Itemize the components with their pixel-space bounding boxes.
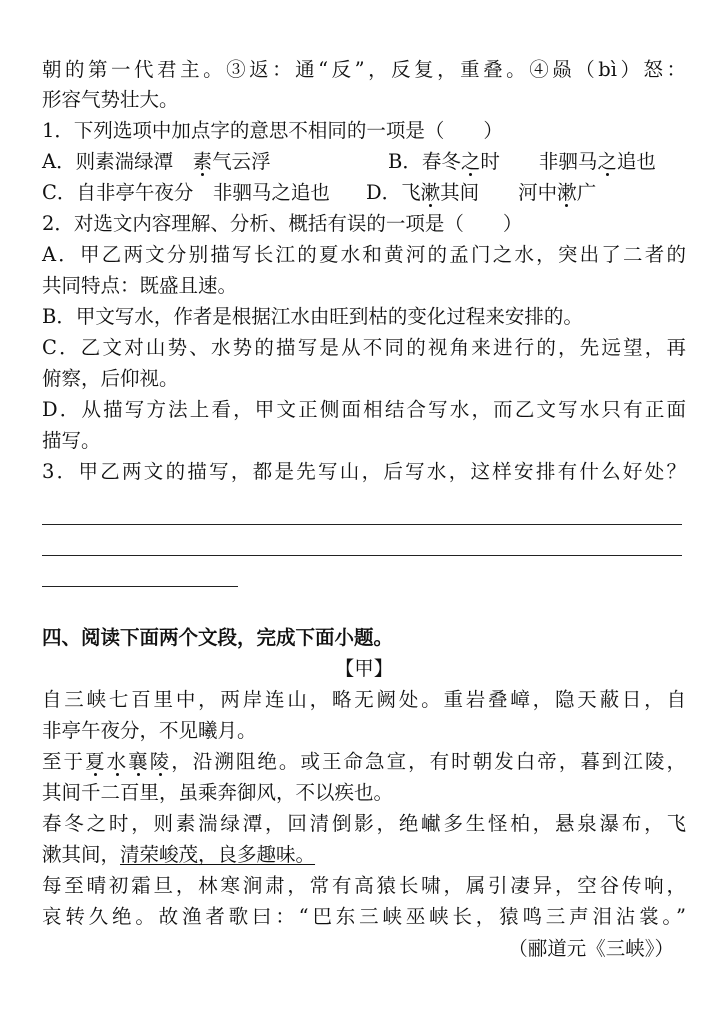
- answer-line-1: [42, 524, 682, 525]
- answer-line-3: [42, 586, 238, 587]
- passage-para-1-line-1: 自三峡七百里中，两岸连山，略无阙处。重岩叠嶂，隐天蔽日，自: [42, 688, 686, 711]
- passage-para-4-line-2: 哀转久绝。故渔者歌曰：“巴东三峡巫峡长，猿鸣三声泪沾裳。”: [42, 905, 686, 928]
- emphasis-char: 襄: [128, 750, 150, 773]
- underlined-phrase: 清荣峻茂，良多趣味。: [120, 843, 316, 866]
- emphasis-char: 素: [192, 150, 213, 173]
- q2-option-d-line-1: D．从描写方法上看，甲文正侧面相结合写水，而乙文写水只有正面: [42, 398, 686, 421]
- notes-line-2: 形容气势壮大。: [42, 88, 179, 111]
- q2-option-c-line-2: 俯察，后仰视。: [42, 367, 179, 390]
- q1-option-c: C．自非亭午夜分 非驷马之追也: [42, 181, 330, 204]
- question-3-stem: 3．甲乙两文的描写，都是先写山，后写水，这样安排有什么好处？: [42, 460, 686, 483]
- q2-option-b: B．甲文写水，作者是根据江水由旺到枯的变化过程来安排的。: [42, 305, 583, 328]
- question-2-stem: 2．对选文内容理解、分析、概括有误的一项是（ ）: [42, 212, 523, 235]
- question-1-stem: 1．下列选项中加点字的意思不相同的一项是（ ）: [42, 119, 503, 142]
- passage-para-2-line-2: 其间千二百里，虽乘奔御风，不以疾也。: [42, 781, 394, 804]
- q1-option-a: A．则素湍绿潭 素气云浮: [42, 150, 271, 173]
- emphasis-char: 水: [106, 750, 129, 773]
- answer-line-2: [42, 555, 682, 556]
- q2-option-a-line-1: A．甲乙两文分别描写长江的夏水和黄河的孟门之水，突出了二者的: [42, 243, 686, 266]
- emphasis-char: 之: [460, 150, 481, 173]
- emphasis-char: 漱: [557, 181, 577, 204]
- q2-option-a-line-2: 共同特点：既盛且速。: [42, 274, 238, 297]
- q1-option-b: B．春冬之时 非驷马之追也: [388, 150, 656, 173]
- emphasis-char: 漱: [420, 181, 441, 204]
- emphasis-char: 之: [597, 150, 617, 173]
- emphasis-char: 陵: [149, 750, 172, 773]
- q2-option-d-line-2: 描写。: [42, 429, 101, 452]
- passage-para-2-line-1: 至于夏水襄陵，沿溯阻绝。或王命急宣，有时朝发白帝，暮到江陵，: [42, 750, 686, 773]
- q2-option-c-line-1: C．乙文对山势、水势的描写是从不同的视角来进行的，先远望，再: [42, 336, 686, 359]
- notes-line-1: 朝的第一代君主。③返：通“反”，反复，重叠。④赑（bì）怒：: [42, 58, 686, 81]
- passage-jia-label: 【甲】: [334, 657, 394, 680]
- passage-para-3-line-1: 春冬之时，则素湍绿潭，回清倒影，绝𪩘多生怪柏，悬泉瀑布，飞: [42, 812, 686, 835]
- q1-option-d: D．飞漱其间 河中漱广: [366, 181, 597, 204]
- passage-para-1-line-2: 非亭午夜分，不见曦月。: [42, 719, 257, 742]
- passage-para-4-line-1: 每至晴初霜旦，林寒涧肃，常有高猿长啸，属引凄异，空谷传响，: [42, 874, 686, 897]
- passage-source: （郦道元《三峡》）: [508, 937, 674, 960]
- emphasis-char: 夏: [85, 750, 107, 773]
- passage-para-3-line-2: 漱其间，清荣峻茂，良多趣味。: [42, 843, 316, 866]
- section-4-heading: 四、阅读下面两个文段，完成下面小题。: [42, 626, 394, 649]
